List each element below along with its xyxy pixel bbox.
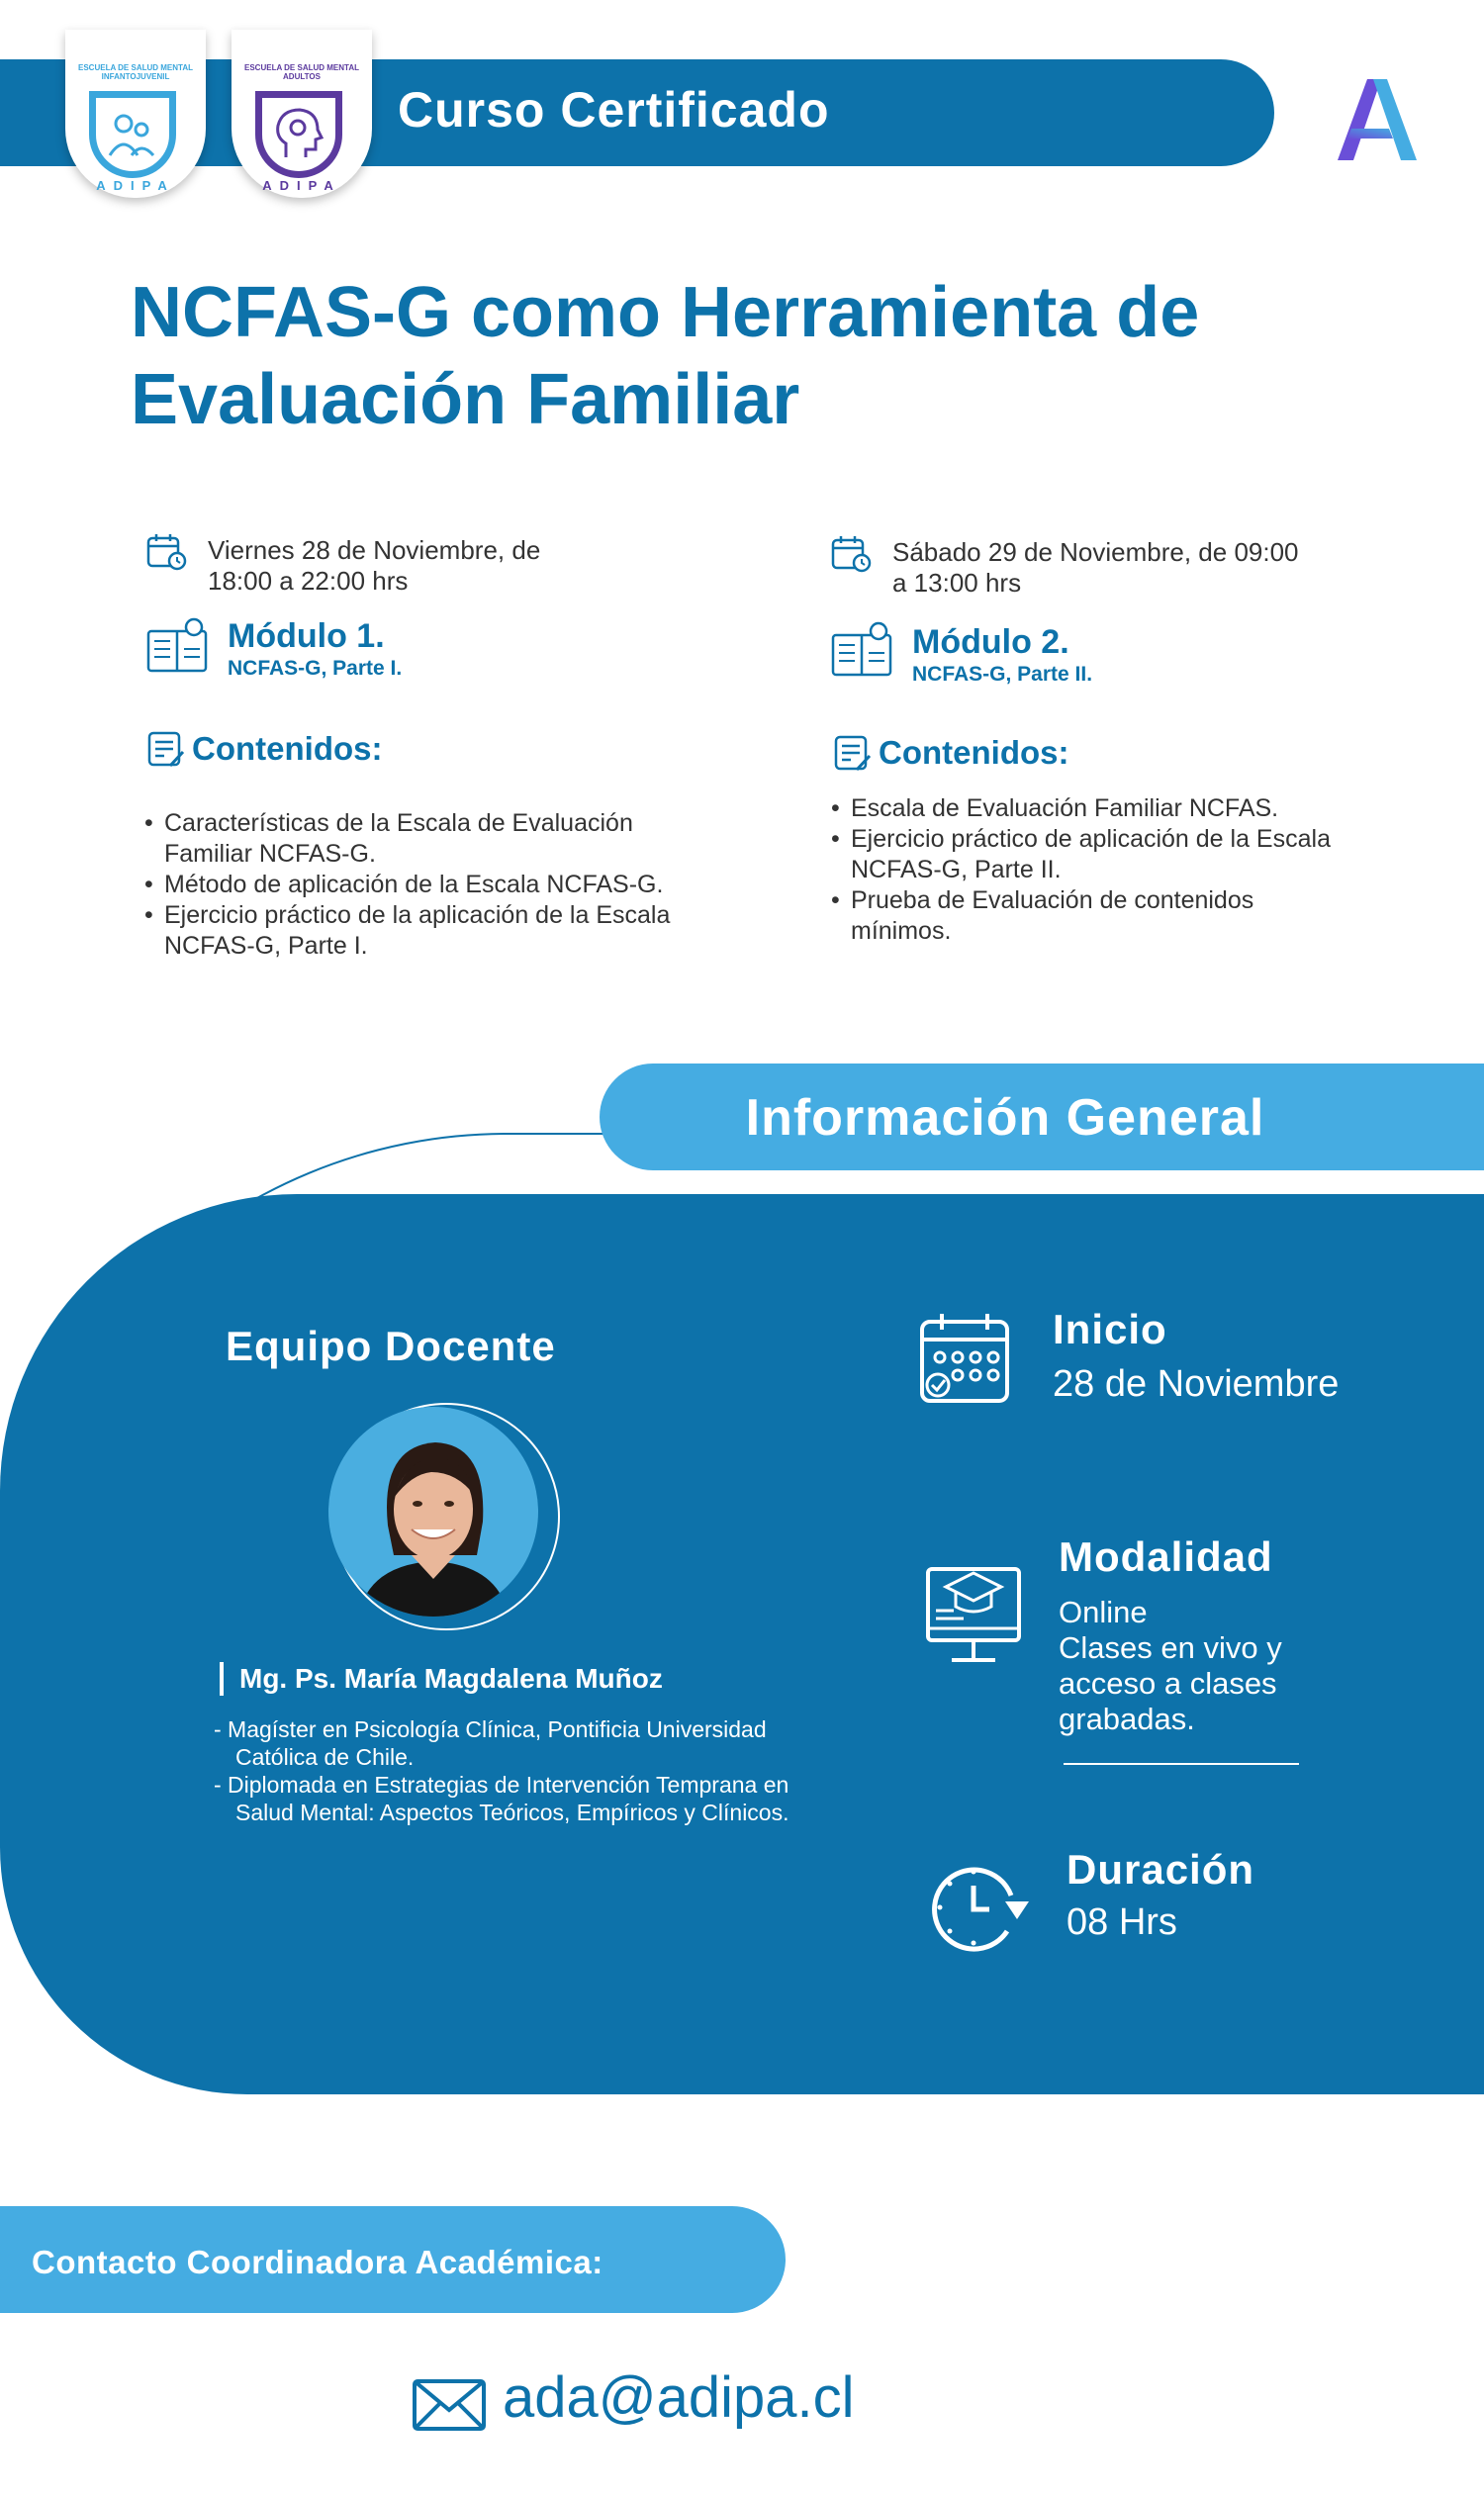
- list-item: • Escala de Evaluación Familiar NCFAS.: [831, 793, 1355, 824]
- badge-adultos-acronym: ADIPA: [262, 178, 341, 193]
- book-idea-icon: [146, 613, 212, 677]
- teacher-credentials: [214, 1715, 807, 1826]
- calendar-icon: [916, 1310, 1013, 1407]
- teacher-portrait-icon: [328, 1407, 538, 1617]
- duration-label: Duración: [1067, 1846, 1255, 1893]
- module-2-contents-heading: Contenidos:: [879, 734, 1069, 771]
- module-2-date: Sábado 29 de Noviembre, de 09:00 a 13:00 hrs: [892, 537, 1299, 598]
- badge-infantojuvenil: [65, 30, 206, 198]
- adipa-logo-icon: [1334, 75, 1419, 162]
- contact-heading: Contacto Coordinadora Académica:: [32, 2244, 603, 2280]
- team-heading: Equipo Docente: [226, 1323, 556, 1369]
- divider: [1064, 1763, 1299, 1765]
- badge-adultos: [232, 30, 372, 198]
- duration-value: 08 Hrs: [1067, 1901, 1177, 1943]
- module-2-title: Módulo 2.: [912, 623, 1069, 661]
- module-1-date: Viernes 28 de Noviembre, de 18:00 a 22:00 hrs: [208, 535, 541, 596]
- module-2-subtitle: NCFAS-G, Parte II.: [912, 663, 1093, 686]
- start-value: 28 de Noviembre: [1053, 1363, 1340, 1405]
- contact-email-link[interactable]: ada@adipa.cl: [503, 2365, 855, 2430]
- badge-adultos-emblem: [255, 91, 342, 178]
- envelope-icon: [412, 2378, 487, 2432]
- calendar-clock-icon: [831, 534, 873, 574]
- module-2-contents: [831, 793, 1355, 947]
- module-1-contents-heading: Contenidos:: [192, 730, 383, 767]
- children-icon: [96, 98, 169, 171]
- teacher-name: Mg. Ps. María Magdalena Muñoz: [220, 1662, 663, 1696]
- mode-value: Online: [1059, 1595, 1148, 1629]
- mode-detail: Clases en vivo y acceso a clases grabadas.: [1059, 1630, 1282, 1736]
- mode-label: Modalidad: [1059, 1533, 1273, 1580]
- badge-infantojuvenil-emblem: [89, 91, 176, 178]
- checklist-icon: [833, 734, 873, 774]
- credential-item: - Magíster en Psicología Clínica, Pontificia Universidad Católica de Chile.: [214, 1716, 767, 1770]
- list-item: • Características de la Escala de Evaluación Familiar NCFAS-G.: [144, 808, 679, 870]
- checklist-icon: [146, 730, 186, 770]
- head-profile-icon: [262, 98, 335, 171]
- module-1-contents: [144, 808, 679, 962]
- start-label: Inicio: [1053, 1306, 1167, 1352]
- header-title: Curso Certificado: [398, 82, 830, 138]
- list-item: • Ejercicio práctico de la aplicación de la Escala NCFAS-G, Parte I.: [144, 900, 679, 962]
- calendar-clock-icon: [146, 532, 188, 572]
- online-class-icon: [924, 1555, 1023, 1666]
- teacher-photo: [328, 1407, 538, 1617]
- badge-infantojuvenil-acronym: ADIPA: [96, 178, 175, 193]
- badge-infantojuvenil-text: ESCUELA DE SALUD MENTAL INFANTOJUVENIL: [78, 63, 193, 81]
- info-heading: Información General: [745, 1089, 1265, 1147]
- badge-adultos-text: ESCUELA DE SALUD MENTAL ADULTOS: [244, 63, 359, 81]
- credential-item: - Diplomada en Estrategias de Intervención Temprana en Salud Mental: Aspectos Teóricos, Empíricos y Clínicos.: [214, 1772, 789, 1825]
- book-idea-icon: [831, 617, 896, 681]
- clock-icon: [926, 1858, 1035, 1957]
- list-item: • Ejercicio práctico de aplicación de la Escala NCFAS-G, Parte II.: [831, 824, 1355, 885]
- course-title: NCFAS-G como Herramienta de Evaluación Familiar: [131, 273, 1200, 439]
- list-item: • Método de aplicación de la Escala NCFAS-G.: [144, 870, 679, 900]
- list-item: • Prueba de Evaluación de contenidos mínimos.: [831, 885, 1355, 947]
- module-1-title: Módulo 1.: [228, 617, 385, 655]
- module-1-subtitle: NCFAS-G, Parte I.: [228, 657, 403, 680]
